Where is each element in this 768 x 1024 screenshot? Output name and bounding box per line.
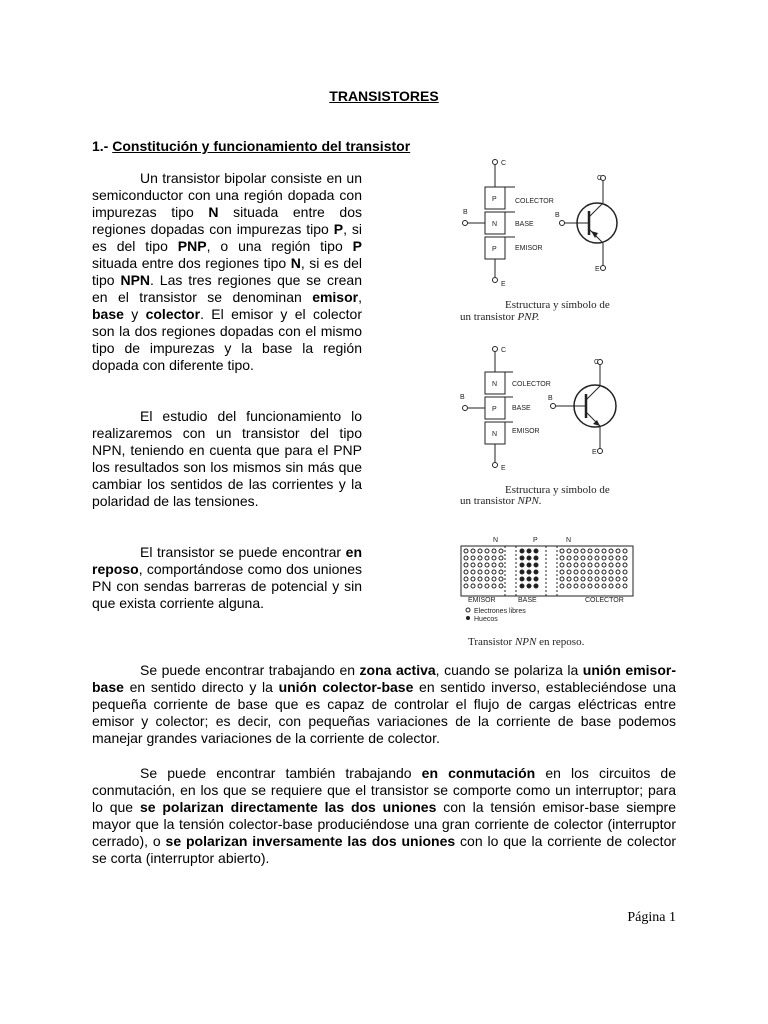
hole-dot [534, 584, 538, 588]
svg-text:COLECTOR: COLECTOR [585, 597, 624, 604]
section-heading [92, 138, 410, 154]
svg-text:un transistor NPN.: un transistor NPN. [460, 495, 542, 507]
svg-text:N: N [492, 431, 498, 438]
svg-text:Huecos: Huecos [474, 616, 498, 623]
svg-text:C: C [594, 359, 600, 366]
hole-dot [527, 584, 531, 588]
hole-dot [527, 556, 531, 560]
svg-text:B: B [555, 212, 560, 219]
svg-text:N: N [492, 381, 498, 388]
hole-dot [534, 549, 538, 553]
svg-text:P: P [492, 246, 497, 253]
hole-dot [520, 584, 524, 588]
svg-text:B: B [463, 209, 468, 216]
svg-text:C: C [597, 175, 603, 182]
svg-text:Estructura y símbolo de: Estructura y símbolo de [505, 484, 610, 496]
hole-dot [534, 570, 538, 574]
svg-text:BASE: BASE [518, 597, 537, 604]
hole-dot [527, 549, 531, 553]
paragraph-conmutacion: Se puede encontrar también trabajando en conmutación en los circuitos de conmutación, en los que se requiere que el transistor se comporte como un interruptor; para lo que se polarizan directamente las dos uniones con la tensión emisor-base siempre mayor que la tensión colector-base produciéndose una gran corriente de colector (interruptor cerrado), o se polarizan inversamente las dos uniones con lo que la corriente de colector se corta (interruptor abierto). [92, 765, 677, 866]
svg-text:Transistor NPN en reposo.: Transistor NPN en reposo. [468, 636, 585, 648]
paragraph-structure: Un transistor bipolar consiste en un semiconductor con una región dopada con impurezas tipo N situada entre dos regiones dopadas con impurezas tipo P, si es del tipo PNP, o una región tipo P situada entre dos regiones tipo N, si es del tipo NPN. Las tres regiones que se crean en el transistor se denominan emisor, base y colector. El emisor y el colector son la dos regiones dopadas con el mismo tipo de impurezas y la base la región dopada con diferente tipo. [92, 170, 363, 373]
svg-text:COLECTOR: COLECTOR [512, 381, 551, 388]
svg-text:N: N [493, 537, 499, 544]
hole-dot [534, 563, 538, 567]
hole-dot [520, 549, 524, 553]
hole-dot [520, 556, 524, 560]
hole-dot [534, 577, 538, 581]
hole-dot [527, 563, 531, 567]
hole-dot [520, 570, 524, 574]
figure-npn-reposo [458, 535, 638, 650]
svg-text:Estructura y símbolo de: Estructura y símbolo de [505, 299, 610, 311]
svg-text:P: P [533, 537, 538, 544]
svg-text:N: N [566, 537, 572, 544]
svg-text:N: N [492, 221, 498, 228]
svg-text:EMISOR: EMISOR [515, 245, 543, 252]
svg-text:P: P [492, 406, 497, 413]
svg-text:E: E [501, 465, 506, 472]
pnp-diagram [455, 155, 635, 325]
svg-text:E: E [595, 266, 600, 273]
svg-text:Electrones libres: Electrones libres [474, 608, 526, 615]
hole-dot [520, 577, 524, 581]
hole-dot [520, 563, 524, 567]
hole-dot [527, 577, 531, 581]
reposo-diagram [458, 535, 638, 650]
figure-npn [455, 342, 635, 512]
svg-text:EMISOR: EMISOR [512, 428, 540, 435]
svg-text:E: E [501, 281, 506, 288]
hole-dot [534, 556, 538, 560]
svg-text:B: B [548, 395, 553, 402]
hole-dot [527, 570, 531, 574]
paragraph-study: El estudio del funcionamiento lo realizaremos con un transistor del tipo NPN, teniendo en cuenta que para el PNP los resultados son los mismos sin más que cambiar los sentidos de las corrientes y la polaridad de las tensiones. [92, 408, 362, 509]
svg-text:EMISOR: EMISOR [468, 597, 496, 604]
svg-text:COLECTOR: COLECTOR [515, 198, 554, 205]
svg-text:P: P [492, 196, 497, 203]
section-number: 1.- [92, 138, 113, 154]
svg-text:B: B [460, 394, 465, 401]
paragraph-zona-activa: Se puede encontrar trabajando en zona activa, cuando se polariza la unión emisor-base en sentido directo y la unión colector-base en sentido inverso, estableciéndose una pequeña corriente de base que es capaz de controlar el flujo de cargas eléctricas entre emisor y colector; es decir, con pequeñas variaciones de la corriente de base podemos manejar grandes variaciones de la corriente de colector. [92, 662, 676, 746]
section-title: Constitución y funcionamiento del transistor [112, 138, 411, 154]
paragraph-reposo: El transistor se puede encontrar en reposo, comportándose como dos uniones PN con sendas barreras de potencial y sin que exista corriente alguna. [92, 544, 362, 611]
svg-text:C: C [501, 347, 507, 354]
svg-text:E: E [592, 449, 597, 456]
svg-text:BASE: BASE [515, 221, 534, 228]
svg-text:un transistor PNP.: un transistor PNP. [460, 311, 540, 323]
page-number: Página 1 [627, 910, 676, 925]
figure-pnp [455, 155, 635, 325]
svg-text:C: C [501, 160, 507, 167]
page-title: TRANSISTORES [329, 88, 439, 104]
svg-text:BASE: BASE [512, 405, 531, 412]
npn-diagram [455, 342, 635, 512]
